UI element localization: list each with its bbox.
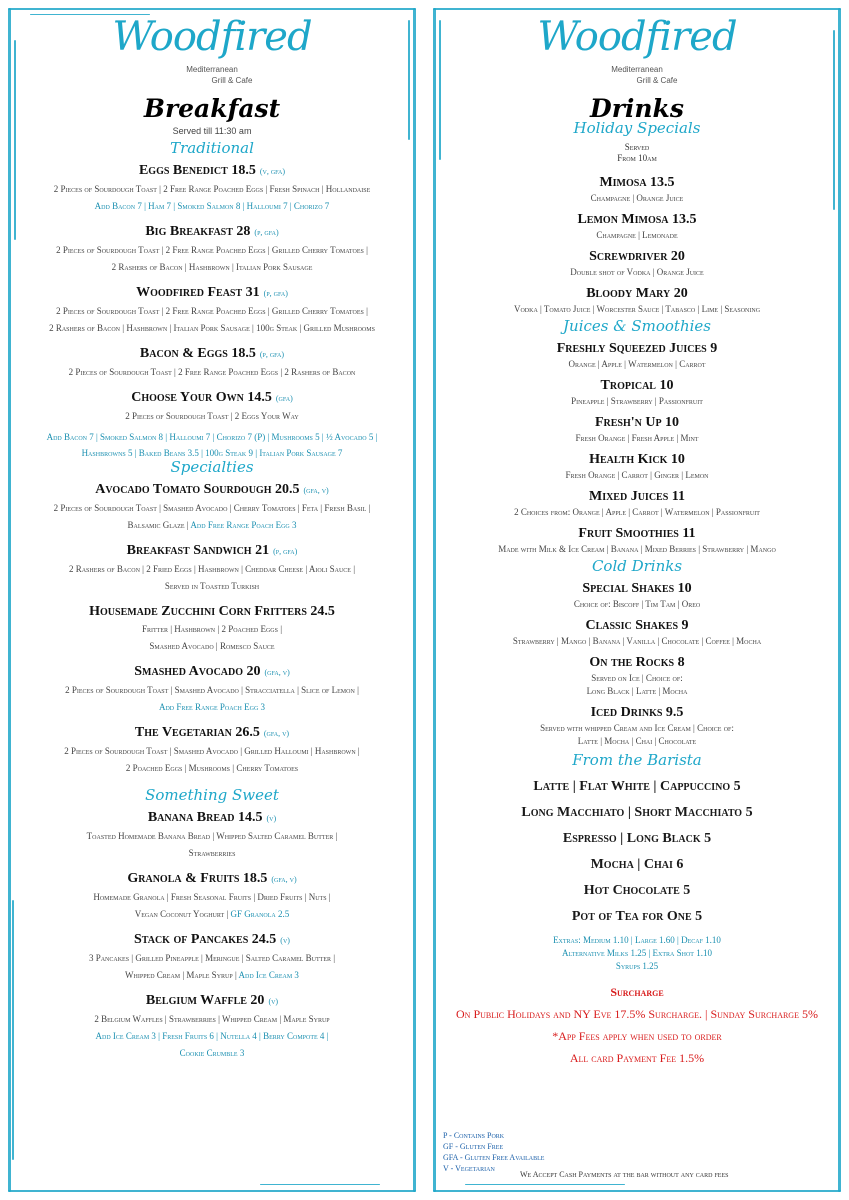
menu-item-name: On the Rocks 8 <box>589 655 685 670</box>
border-stroke <box>838 8 841 1192</box>
menu-item-name: Eggs Benedict 18.5 (v, gfa) <box>138 163 286 178</box>
menu-item-name: Health Kick 10 <box>589 452 685 467</box>
menu-item-name: Bloody Mary 20 <box>586 286 688 301</box>
menu-item-description: Fritter | Hashbrown | 2 Poached Eggs | <box>142 624 282 634</box>
menu-item-name: Breakfast Sandwich 21 (p, gfa) <box>126 543 298 558</box>
menu-item-description: Vodka | Tomato Juice | Worcester Sauce | Tabasco | Lime | Seasoning <box>513 304 761 314</box>
border-stroke <box>439 20 441 160</box>
menu-item-name: Lemon Mimosa 13.5 <box>577 212 697 227</box>
menu-item-description: 2 Rashers of Bacon | Hashbrown | Italian Pork Sausage | 100g Steak | Grilled Mushrooms <box>49 323 375 333</box>
menu-item-name: Classic Shakes 9 <box>585 618 689 633</box>
specialties-list <box>20 481 404 777</box>
menu-item-name: Fruit Smoothies 11 <box>578 526 696 541</box>
served-note: Served <box>624 142 650 152</box>
menu-item <box>445 617 829 648</box>
menu-item-description: Double shot of Vodka | Orange Juice <box>570 267 704 277</box>
menu-item-description: 2 Pieces of Sourdough Toast | 2 Free Range Poached Eggs | Grilled Cherry Tomatoes | <box>56 306 368 316</box>
dietary-tag: (v) <box>268 997 279 1006</box>
dietary-tag: (v) <box>280 936 290 945</box>
menu-item-description: Vegan Coconut Yoghurt | GF Granola 2.5 <box>134 909 290 919</box>
menu-item-description: 2 Rashers of Bacon | 2 Fried Eggs | Hashbrown | Cheddar Cheese | Aioli Sauce | <box>68 564 356 574</box>
menu-item <box>20 724 404 777</box>
menu-item-name: Smashed Avocado 20 (gfa, v) <box>134 664 290 679</box>
menu-item-description: 2 Pieces of Sourdough Toast | Smashed Avocado | Stracciatella | Slice of Lemon | <box>65 685 359 695</box>
menu-item-addon: Add Ice Cream 3 | Fresh Fruits 6 | Nutella 4 | Berry Compote 4 | <box>95 1031 329 1041</box>
menu-item-name: Iced Drinks 9.5 <box>590 705 684 720</box>
menu-item-description: 2 Pieces of Sourdough Toast | Smashed Avocado | Grilled Halloumi | Hashbrown | <box>64 746 360 756</box>
menu-item-name: Mixed Juices 11 <box>588 489 685 504</box>
menu-item-addon: GF Granola 2.5 <box>230 909 290 919</box>
menu-item-name: Freshly Squeezed Juices 9 <box>556 341 718 356</box>
menu-item-name: Special Shakes 10 <box>582 581 692 596</box>
menu-item-description: Choice of: Biscoff | Tim Tam | Oreo <box>573 599 701 609</box>
menu-item <box>20 284 404 337</box>
barista-extras <box>445 934 829 973</box>
border-stroke <box>433 1190 841 1192</box>
menu-item-description: 2 Pieces of Sourdough Toast | Smashed Avocado | Cherry Tomatoes | Feta | Fresh Basil | <box>53 503 371 513</box>
menu-item <box>445 174 829 205</box>
menu-item-description: Long Black | Latte | Mocha <box>586 686 688 696</box>
logo-subtitle: Grill & Cafe <box>636 76 678 85</box>
category-heading: Cold Drinks <box>591 557 683 575</box>
menu-item-name: Screwdriver 20 <box>589 249 685 264</box>
menu-item-description: 2 Choices from: Orange | Apple | Carrot | Watermelon | Passionfruit <box>514 507 760 517</box>
category-heading: Something Sweet <box>145 786 279 804</box>
barista-item: Mocha | Chai 6 <box>590 857 684 872</box>
menu-item <box>445 525 829 556</box>
category-heading: Holiday Specials <box>573 119 701 137</box>
menu-item-description: 2 Pieces of Sourdough Toast | 2 Eggs Your Way <box>125 411 299 421</box>
cold-drinks-list <box>445 580 829 748</box>
menu-item-name: Choose Your Own 14.5 (gfa) <box>131 390 293 405</box>
sweet-list <box>20 809 404 1062</box>
dietary-tag: (gfa, v) <box>264 668 290 677</box>
logo-subtitle: Grill & Cafe <box>211 76 253 85</box>
category-heading: From the Barista <box>572 751 702 769</box>
menu-item-addon: Add Free Range Poach Egg 3 <box>158 702 266 712</box>
dietary-tag: (gfa, v) <box>263 729 290 738</box>
menu-item-description: 2 Pieces of Sourdough Toast | 2 Free Range Poached Eggs | Grilled Cherry Tomatoes | <box>56 245 368 255</box>
menu-item-description: 3 Pancakes | Grilled Pineapple | Meringue | Salted Caramel Butter | <box>88 953 336 963</box>
border-stroke <box>260 1184 380 1185</box>
menu-item <box>445 285 829 316</box>
menu-item <box>20 992 404 1062</box>
menu-item-description: Served with whipped Cream and Ice Cream | Choice of: <box>540 723 734 733</box>
menu-item-description: Strawberry | Mango | Banana | Vanilla | Chocolate | Coffee | Mocha <box>512 636 762 646</box>
menu-item-name: Stack of Pancakes 24.5 (v) <box>134 932 290 947</box>
dietary-tag: (p, gfa) <box>254 228 279 237</box>
menu-item-name: Tropical 10 <box>600 378 674 393</box>
border-stroke <box>8 1190 416 1192</box>
menu-item-description: Champagne | Lemonade <box>596 230 678 240</box>
menu-item <box>20 663 404 716</box>
menu-item-description: Latte | Mocha | Chai | Chocolate <box>577 736 697 746</box>
served-note: From 10am <box>617 153 657 163</box>
menu-item-description: Whipped Cream | Maple Syrup | Add Ice Cream 3 <box>125 970 299 980</box>
category-heading: Juices & Smoothies <box>563 317 711 335</box>
category-heading: Traditional <box>170 139 254 157</box>
menu-item-addon: Add Bacon 7 | Ham 7 | Smoked Salmon 8 | Halloumi 7 | Chorizo 7 <box>94 201 330 211</box>
legend-item: V - Vegetarian <box>443 1164 495 1173</box>
menu-item-description: 2 Pieces of Sourdough Toast | 2 Free Range Poached Eggs | Fresh Spinach | Hollandaise <box>53 184 371 194</box>
border-stroke <box>465 1184 625 1185</box>
barista-list <box>445 774 829 930</box>
menu-item <box>20 223 404 276</box>
menu-item-description: Toasted Homemade Banana Bread | Whipped Salted Caramel Butter | <box>86 831 338 841</box>
menu-item <box>445 340 829 371</box>
barista-item: Long Macchiato | Short Macchiato 5 <box>521 805 753 820</box>
border-stroke <box>433 8 436 1192</box>
menu-item-description: Made with Milk & Ice Cream | Banana | Mixed Berries | Strawberry | Mango <box>498 544 776 554</box>
menu-item-description: Fresh Orange | Fresh Apple | Mint <box>575 433 699 443</box>
extras-line: Extras: Medium 1.10 | Large 1.60 | Decaf 1.10 <box>553 935 721 945</box>
menu-item-name: Bacon & Eggs 18.5 (p, gfa) <box>139 346 285 361</box>
logo-script: Woodfired <box>112 14 312 60</box>
menu-item <box>20 931 404 984</box>
menu-item <box>20 542 404 595</box>
menu-item-description: Smashed Avocado | Romesco Sauce <box>149 641 275 651</box>
barista-item: Espresso | Long Black 5 <box>562 831 712 846</box>
traditional-list <box>20 162 404 425</box>
legend-item: GFA - Gluten Free Available <box>443 1153 545 1162</box>
menu-item-description: Balsamic Glaze | Add Free Range Poach Egg 3 <box>127 520 297 530</box>
menu-item <box>20 870 404 923</box>
dietary-tag: (p, gfa) <box>263 289 288 298</box>
border-stroke <box>413 8 416 1192</box>
barista-item: Latte | Flat White | Cappuccino 5 <box>533 779 741 794</box>
dietary-tag: (p, gfa) <box>259 350 285 359</box>
surcharge-line: *App Fees apply when used to order <box>552 1029 722 1043</box>
addon-line: Hashbrowns 5 | Baked Beans 3.5 | 100g Steak 9 | Italian Pork Sausage 7 <box>81 448 343 458</box>
extras-line: Alternative Milks 1.25 | Extra Shot 1.10 <box>562 948 712 958</box>
menu-item-description: 2 Belgium Waffles | Strawberries | Whipped Cream | Maple Syrup <box>94 1014 330 1024</box>
dietary-legend <box>443 1130 544 1174</box>
menu-item-description: 2 Rashers of Bacon | Hashbrown | Italian Pork Sausage <box>111 262 313 272</box>
logo-script: Woodfired <box>537 14 737 60</box>
menu-item-description: Pineapple | Strawberry | Passionfruit <box>571 396 703 406</box>
menu-item-description: Strawberries <box>188 848 236 858</box>
menu-item <box>20 603 404 655</box>
served-note: Served till 11:30 am <box>172 126 252 136</box>
menu-item <box>445 488 829 519</box>
drinks-page <box>425 0 849 1200</box>
menu-item <box>445 451 829 482</box>
menu-item-name: Housemade Zucchini Corn Fritters 24.5 <box>89 604 335 619</box>
menu-item-name: Mimosa 13.5 <box>599 175 675 190</box>
page-title: Breakfast <box>143 94 281 123</box>
surcharge-lines <box>445 1003 829 1069</box>
barista-item: Hot Chocolate 5 <box>583 883 691 898</box>
menu-item-description: Fresh Orange | Carrot | Ginger | Lemon <box>565 470 709 480</box>
border-stroke <box>833 30 835 210</box>
menu-item <box>445 580 829 611</box>
dietary-tag: (gfa, v) <box>271 875 297 884</box>
border-stroke <box>408 20 410 140</box>
menu-item <box>20 345 404 381</box>
menu-item <box>445 211 829 242</box>
menu-item-description: Homemade Granola | Fresh Seasonal Fruits | Dried Fruits | Nuts | <box>93 892 331 902</box>
logo <box>20 10 404 94</box>
dietary-tag: (v, gfa) <box>259 167 286 176</box>
menu-item-name: Granola & Fruits 18.5 (gfa, v) <box>127 871 297 886</box>
menu-item-name: Fresh'n Up 10 <box>594 415 680 430</box>
menu-item-name: Avocado Tomato Sourdough 20.5 (gfa, v) <box>95 482 329 497</box>
menu-item-name: Big Breakfast 28 (p, gfa) <box>145 224 279 239</box>
addon-line: Add Bacon 7 | Smoked Salmon 8 | Halloumi 7 | Chorizo 7 (P) | Mushrooms 5 | ½ Avocado 5 | <box>46 432 378 442</box>
menu-item-description: Orange | Apple | Watermelon | Carrot <box>568 359 706 369</box>
menu-item-description: Champagne | Orange Juice <box>590 193 684 203</box>
menu-item <box>445 654 829 698</box>
menu-item-description: 2 Pieces of Sourdough Toast | 2 Free Range Poached Eggs | 2 Rashers of Bacon <box>68 367 356 377</box>
barista-item: Pot of Tea for One 5 <box>571 909 703 924</box>
cash-note: We Accept Cash Payments at the bar without any card fees <box>520 1170 729 1179</box>
logo <box>445 10 829 94</box>
menu-item <box>445 377 829 408</box>
menu-item <box>20 809 404 862</box>
menu-item-addon: Cookie Crumble 3 <box>179 1048 245 1058</box>
surcharge-line: On Public Holidays and NY Eve 17.5% Surcharge. | Sunday Surcharge 5% <box>456 1007 818 1021</box>
category-heading: Specialties <box>170 458 254 476</box>
extras-line: Syrups 1.25 <box>615 961 659 971</box>
menu-item-description: 2 Poached Eggs | Mushrooms | Cherry Tomatoes <box>125 763 299 773</box>
menu-item <box>445 704 829 748</box>
menu-item <box>20 162 404 215</box>
drinks-column <box>445 10 829 1069</box>
menu-item-name: Belgium Waffle 20 (v) <box>145 993 279 1008</box>
menu-item <box>20 481 404 534</box>
breakfast-column <box>20 10 404 1070</box>
menu-item <box>445 248 829 279</box>
menu-item-addon: Add Free Range Poach Egg 3 <box>190 520 297 530</box>
border-stroke <box>8 8 11 1192</box>
menu-item-description: Served on Ice | Choice of: <box>591 673 683 683</box>
menu-item-description: Served in Toasted Turkish <box>164 581 260 591</box>
logo-subtitle: Mediterranean <box>186 65 238 74</box>
menu-item-name: Woodfired Feast 31 (p, gfa) <box>136 285 288 300</box>
dietary-tag: (gfa) <box>275 394 293 403</box>
breakfast-page <box>0 0 424 1200</box>
border-stroke <box>14 40 16 240</box>
dietary-tag: (gfa, v) <box>303 486 329 495</box>
surcharge-line: All card Payment Fee 1.5% <box>569 1051 705 1065</box>
menu-item <box>445 414 829 445</box>
logo-subtitle: Mediterranean <box>611 65 663 74</box>
dietary-tag: (p, gfa) <box>273 547 298 556</box>
surcharge-title: Surcharge <box>610 985 664 999</box>
menu-item-name: Banana Bread 14.5 (v) <box>147 810 277 825</box>
holiday-list <box>445 174 829 316</box>
border-stroke <box>12 900 14 1160</box>
legend-item: GF - Gluten Free <box>443 1142 504 1151</box>
legend-item: P - Contains Pork <box>443 1131 505 1140</box>
menu-item-name: The Vegetarian 26.5 (gfa, v) <box>134 725 290 740</box>
menu-item <box>20 389 404 425</box>
juices-list <box>445 340 829 556</box>
menu-item-addon: Add Ice Cream 3 <box>238 970 299 980</box>
page-title: Drinks <box>590 94 684 123</box>
dietary-tag: (v) <box>266 814 277 823</box>
